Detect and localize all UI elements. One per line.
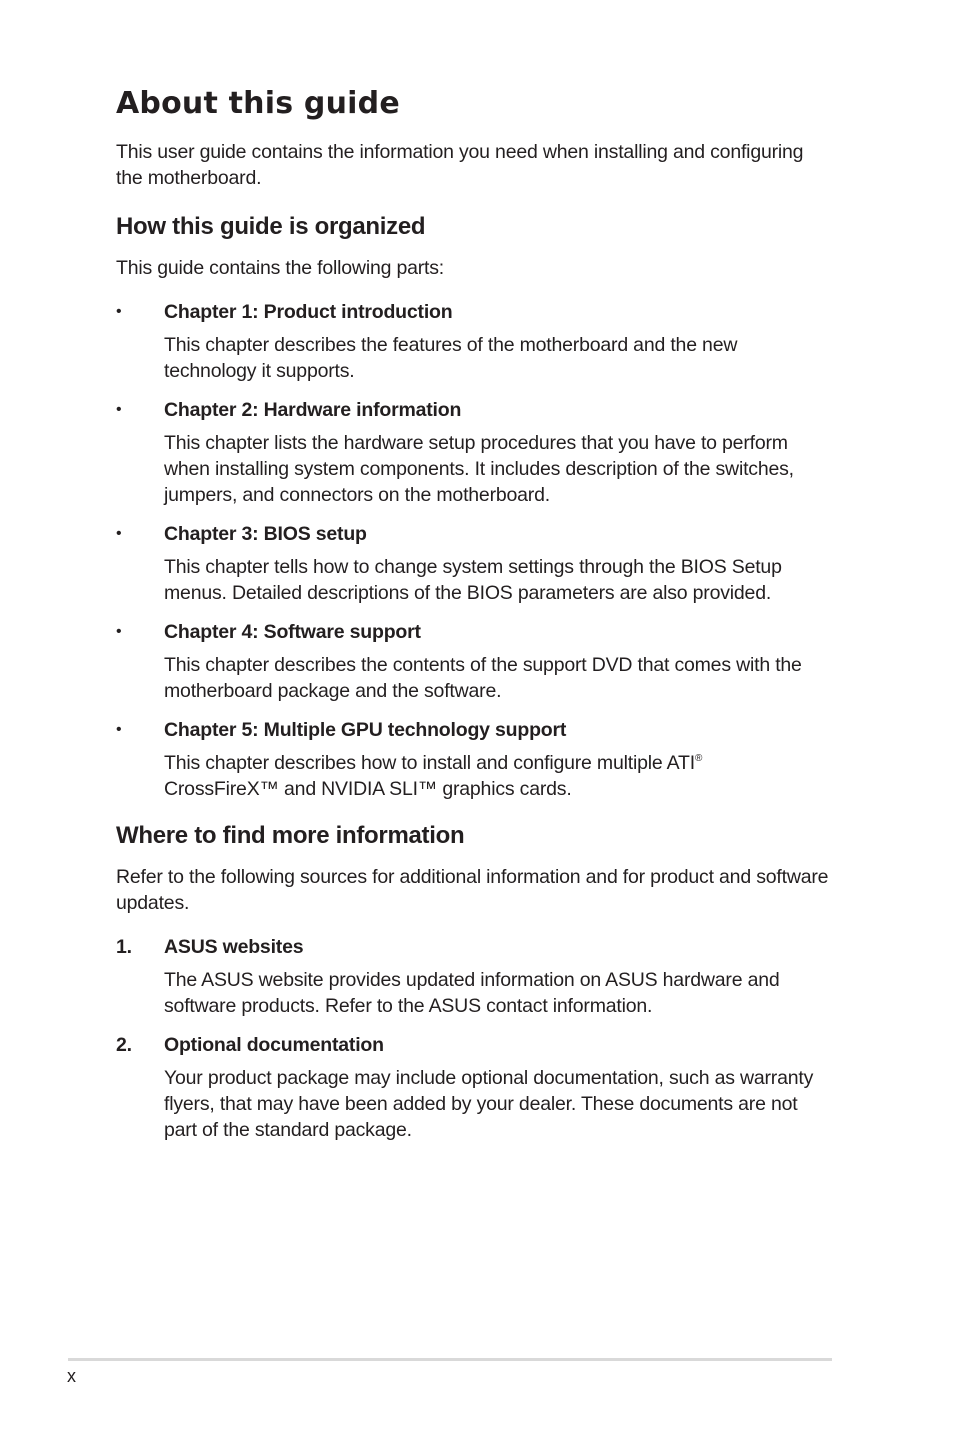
section-lead-organized: This guide contains the following parts: bbox=[116, 257, 445, 279]
chapter-title: Chapter 3: BIOS setup bbox=[164, 523, 367, 545]
chapter-description: This chapter describes the contents of the support DVD that comes with the motherboard package and the software. bbox=[164, 654, 802, 702]
registered-mark: ® bbox=[694, 752, 703, 764]
section-heading-organized: How this guide is organized bbox=[116, 213, 426, 240]
chapter-description: This chapter lists the hardware setup procedures that you have to perform when installing system components. It includes description of the switches, jumpers, and connectors on the motherboard. bbox=[164, 432, 794, 506]
page-title: About this guide bbox=[116, 86, 400, 121]
chapter-title: Chapter 1: Product introduction bbox=[164, 301, 453, 323]
chapter-description: This chapter tells how to change system settings through the BIOS Setup menus. Detailed descriptions of the BIOS parameters are also provided. bbox=[164, 556, 782, 604]
bullet-marker: • bbox=[116, 721, 122, 738]
source-title: ASUS websites bbox=[164, 936, 304, 958]
chapter-description bbox=[164, 750, 832, 802]
chapter-item bbox=[116, 521, 832, 606]
chapter-item bbox=[116, 299, 832, 384]
source-title: Optional documentation bbox=[164, 1034, 384, 1056]
item-number: 2. bbox=[116, 1034, 132, 1056]
source-item bbox=[116, 934, 832, 1019]
chapter-item bbox=[116, 717, 832, 802]
chapter-item bbox=[116, 397, 832, 508]
intro-paragraph: This user guide contains the information you need when installing and configuring the motherboard. bbox=[116, 141, 804, 189]
footer-divider bbox=[68, 1358, 832, 1361]
chapter-description-part: This chapter describes how to install and configure multiple ATI bbox=[164, 752, 695, 774]
item-number: 1. bbox=[116, 936, 132, 958]
bullet-marker: • bbox=[116, 525, 122, 542]
chapter-title: Chapter 5: Multiple GPU technology support bbox=[164, 719, 567, 741]
chapter-description-part: CrossFireX™ and NVIDIA SLI™ graphics cards. bbox=[164, 778, 572, 800]
bullet-marker: • bbox=[116, 303, 122, 320]
chapter-description: This chapter describes the features of the motherboard and the new technology it supports. bbox=[164, 334, 738, 382]
chapter-title: Chapter 2: Hardware information bbox=[164, 399, 462, 421]
bullet-marker: • bbox=[116, 623, 122, 640]
chapter-title: Chapter 4: Software support bbox=[164, 621, 421, 643]
section-lead-more-info: Refer to the following sources for additional information and for product and software updates. bbox=[116, 866, 829, 914]
chapter-item bbox=[116, 619, 832, 704]
source-description: The ASUS website provides updated information on ASUS hardware and software products. Refer to the ASUS contact information. bbox=[164, 969, 780, 1017]
bullet-marker: • bbox=[116, 401, 122, 418]
source-item bbox=[116, 1032, 832, 1143]
page-number: x bbox=[67, 1366, 76, 1386]
page-content bbox=[116, 86, 832, 1156]
section-heading-more-info: Where to find more information bbox=[116, 822, 465, 849]
source-description: Your product package may include optional documentation, such as warranty flyers, that may have been added by your dealer. These documents are not part of the standard package. bbox=[164, 1067, 814, 1141]
